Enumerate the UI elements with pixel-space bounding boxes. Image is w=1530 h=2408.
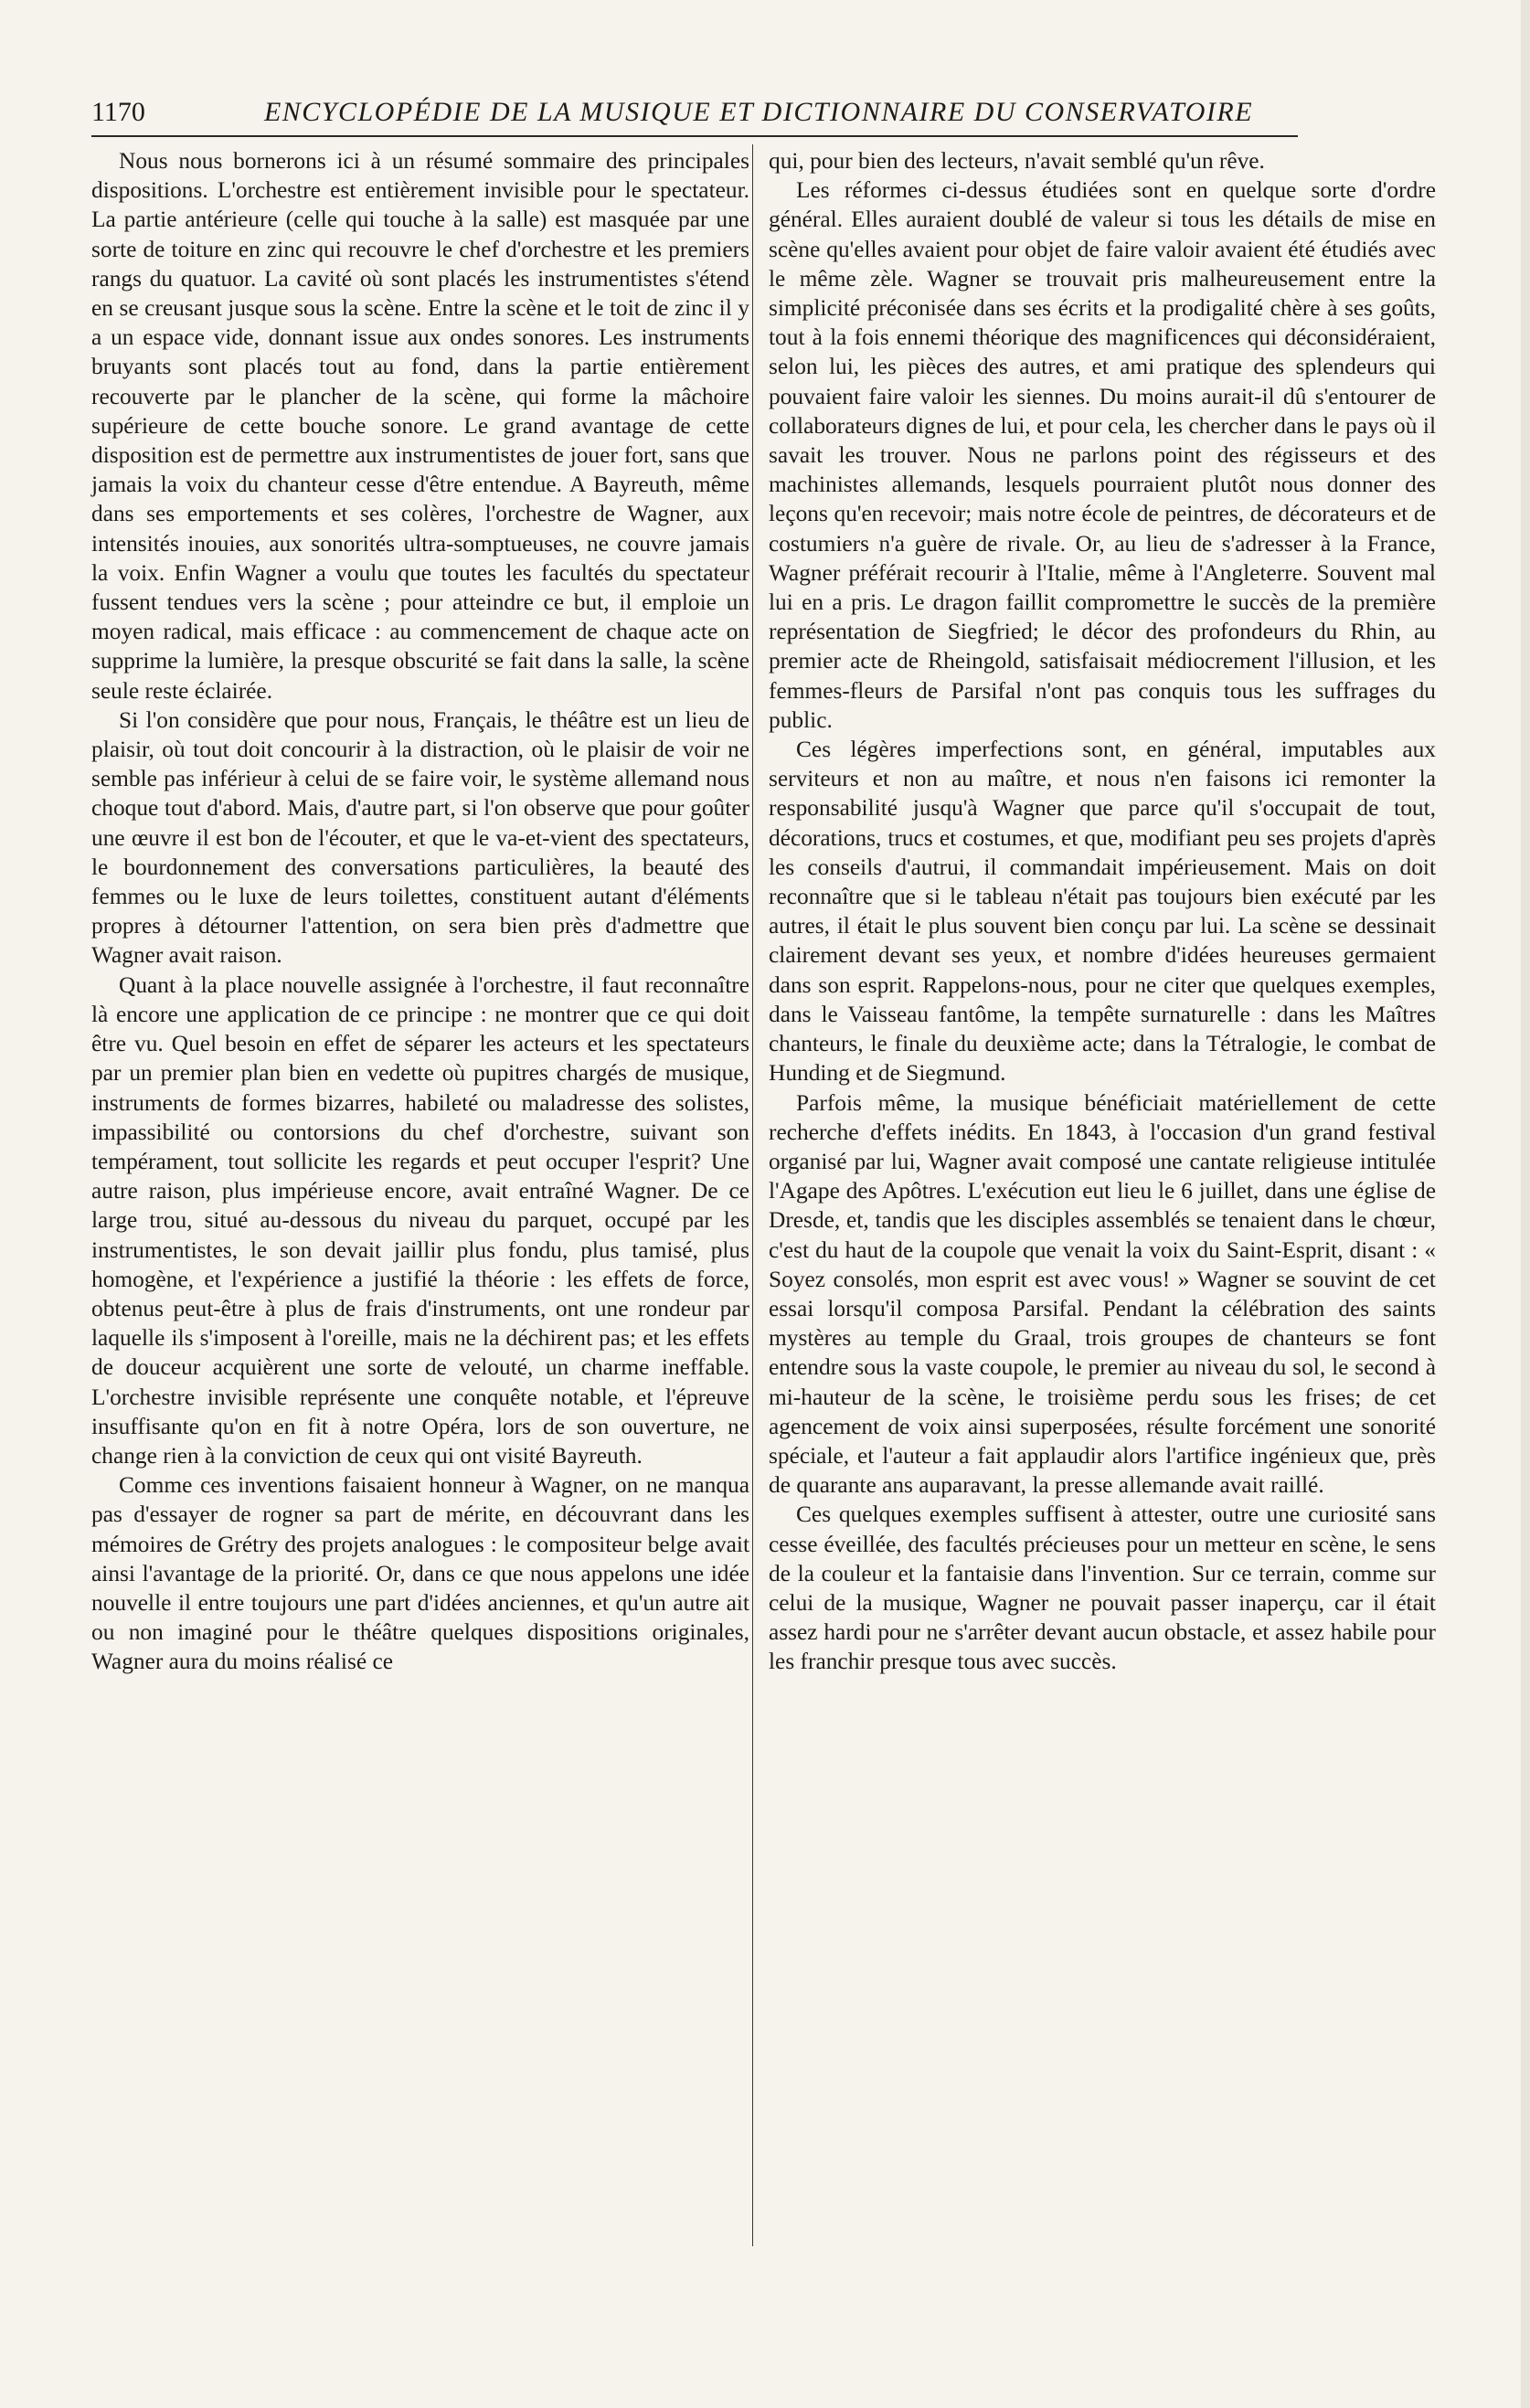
paragraph: Ces quelques exemples suffisent à attester, outre une curiosité sans cesse éveillée, des facultés précieuses pour un metteur en scène, le sens de la couleur et la fantaisie dans l'invention. Sur ce terrain, comme sur celui de la musique, Wagner ne pouvait passer inaperçu, car il était assez hardi pour ne s'arrêter devant aucun obstacle, et assez habile pour les franchir presque tous avec succès. bbox=[769, 1501, 1436, 1675]
paragraph: Parfois même, la musique bénéficiait matériellement de cette recherche d'effets inédits. En 1843, à l'occasion d'un grand festival organisé par lui, Wagner avait composé une cantate religieuse intitulée l'Agape des Apôtres. L'exécution eut lieu le 6 juillet, dans une église de Dresde, et, tandis que les disciples assemblés se tenaient dans le chœur, c'est du haut de la coupole que venait la voix du Saint-Esprit, disant : « Soyez consolés, mon esprit est avec vous! » Wagner se souvint de cet essai lorsqu'il composa Parsifal. Pendant la célébration des saints mystères au temple du Graal, trois groupes de chanteurs se font entendre sous la vaste coupole, le premier au niveau du sol, le second à mi-hauteur de la scène, le troisième perdu sous les frises; de cet agencement de voix ainsi superposées, résulte forcément une sonorité spéciale, et l'auteur a fait applaudir alors l'artifice ingénieux que, près de quarante ans auparavant, la presse allemande avait raillé. bbox=[769, 1089, 1436, 1499]
paragraph: Ces légères imperfections sont, en général, imputables aux serviteurs et non au maître, et nous n'en faisons ici remonter la responsabilité jusqu'à Wagner que parce qu'il s'occupait de tout, décorations, trucs et costumes, et que, modifiant peu ses projets d'après les conseils d'autrui, il commandait impérieusement. Mais on doit reconnaître que si le tableau n'était pas toujours bien exécuté par les autres, il était le plus souvent bien conçu par lui. La scène se dessinait clairement devant ses yeux, et nombre d'idées heureuses germaient dans son esprit. Rappelons-nous, pour ne citer que quelques exemples, dans le Vaisseau fantôme, la tempête surnaturelle : dans les Maîtres chanteurs, le finale du deuxième acte; dans la Tétralogie, le combat de Hunding et de Siegmund. bbox=[769, 737, 1436, 1087]
paragraph: Comme ces inventions faisaient honneur à Wagner, on ne manqua pas d'essayer de rogner sa part de mérite, en découvrant dans les mémoires de Grétry des projets analogues : le compositeur belge avait ainsi l'avantage de la priorité. Or, dans ce que nous appelons une idée nouvelle il entre toujours une part d'idées anciennes, et qu'un autre ait ou non imaginé pour le théâtre quelques dispositions originales, Wagner aura du moins réalisé ce bbox=[91, 1472, 749, 1675]
paragraph: Les réformes ci-dessus étudiées sont en quelque sorte d'ordre général. Elles auraient doublé de valeur si tous les détails de mise en scène qu'elles avaient pour objet de faire valoir avaient été étudiés avec le même zèle. Wagner se trouvait pris malheureusement entre la simplicité préconisée dans ses écrits et la prodigalité chère à ses goûts, tout à la fois ennemi théorique des magnificences qui déconsidéraient, selon lui, les pièces des autres, et ami pratique des splendeurs qui pouvaient faire valoir les siennes. Du moins aurait-il dû s'entourer de collaborateurs dignes de lui, et pour cela, les chercher dans le pays où il savait les trouver. Nous ne parlons point des régisseurs et des machinistes allemands, lesquels pourraient plutôt nous donner des leçons qu'en recevoir; mais notre école de peintres, de décorateurs et de costumiers n'a guère de rivale. Or, au lieu de s'adresser à la France, Wagner préférait recourir à l'Italie, même à l'Angleterre. Souvent mal lui en a pris. Le dragon faillit compromettre le succès de la première représentation de Siegfried; le décor des profondeurs du Rhin, au premier acte de Rheingold, satisfaisait médiocrement l'illusion, et les femmes-fleurs de Parsifal n'ont pas conquis tous les suffrages du public. bbox=[769, 177, 1436, 733]
paragraph: Si l'on considère que pour nous, Français, le théâtre est un lieu de plaisir, où tout doit concourir à la distraction, où le plaisir de voir ne semble pas inférieur à celui de se faire voir, le système allemand nous choque tout d'abord. Mais, d'autre part, si l'on observe que pour goûter une œuvre il est bon de l'écouter, et que le va-et-vient des spectateurs, le bourdonnement des conversations particulières, la beauté des femmes ou le luxe de leurs toilettes, constituent autant d'éléments propres à détourner l'attention, on sera bien près d'admettre que Wagner avait raison. bbox=[91, 706, 749, 969]
right-column bbox=[769, 146, 1436, 1677]
paragraph: Quant à la place nouvelle assignée à l'orchestre, il faut reconnaître là encore une application de ce principe : ne montrer que ce qui doit être vu. Quel besoin en effet de séparer les acteurs et les spectateurs par un premier plan bien en vedette où pupitres chargés de musique, instruments de formes bizarres, habileté ou maladresse des solistes, impassibilité ou contorsions du chef d'orchestre, suivant son tempérament, tout sollicite les regards et peut occuper l'esprit? Une autre raison, plus impérieuse encore, avait entraîné Wagner. De ce large trou, situé au-dessous du niveau du parquet, occupé par les instrumentistes, le son devait jaillir plus fondu, plus tamisé, plus homogène, et l'expérience a justifié la théorie : les effets de force, obtenus peut-être à plus de frais d'instruments, ont une rondeur par laquelle ils s'imposent à l'oreille, mais ne la déchirent pas; et les effets de douceur acquièrent une sorte de velouté, un charme ineffable. L'orchestre invisible représente une conquête notable, et l'épreuve insuffisante qu'on en fit à notre Opéra, lors de son ouverture, ne change rien à la conviction de ceux qui ont visité Bayreuth. bbox=[91, 971, 749, 1469]
left-column bbox=[91, 146, 749, 1677]
page-number: 1170 bbox=[91, 97, 145, 127]
paragraph-continued: qui, pour bien des lecteurs, n'avait semblé qu'un rêve. bbox=[769, 148, 1265, 174]
running-header bbox=[91, 95, 1298, 137]
column-divider bbox=[752, 144, 753, 2246]
running-title: ENCYCLOPÉDIE DE LA MUSIQUE ET DICTIONNAIRE DU CONSERVATOIRE bbox=[263, 97, 1254, 127]
page-edge bbox=[1521, 0, 1530, 2408]
paragraph: Nous nous bornerons ici à un résumé sommaire des principales dispositions. L'orchestre est entièrement invisible pour le spectateur. La partie antérieure (celle qui touche à la salle) est masquée par une sorte de toiture en zinc qui recouvre le chef d'orchestre et les premiers rangs du quatuor. La cavité où sont placés les instrumentistes s'étend en se creusant jusque sous la scène. Entre la scène et le toit de zinc il y a un espace vide, donnant issue aux ondes sonores. Les instruments bruyants sont placés tout au fond, dans la partie entièrement recouverte par le plancher de la scène, qui forme la mâchoire supérieure de cette bouche sonore. Le grand avantage de cette disposition est de permettre aux instrumentistes de jouer fort, sans que jamais la voix du chanteur cesse d'être entendue. A Bayreuth, même dans ses emportements et ses colères, l'orchestre de Wagner, aux intensités inouies, aux sonorités ultra-somptueuses, ne couvre jamais la voix. Enfin Wagner a voulu que toutes les facultés du spectateur fussent tendues vers la scène ; pour atteindre ce but, il emploie un moyen radical, mais efficace : au commencement de chaque acte on supprime la lumière, la presque obscurité se fait dans la salle, la scène seule reste éclairée. bbox=[91, 148, 749, 704]
